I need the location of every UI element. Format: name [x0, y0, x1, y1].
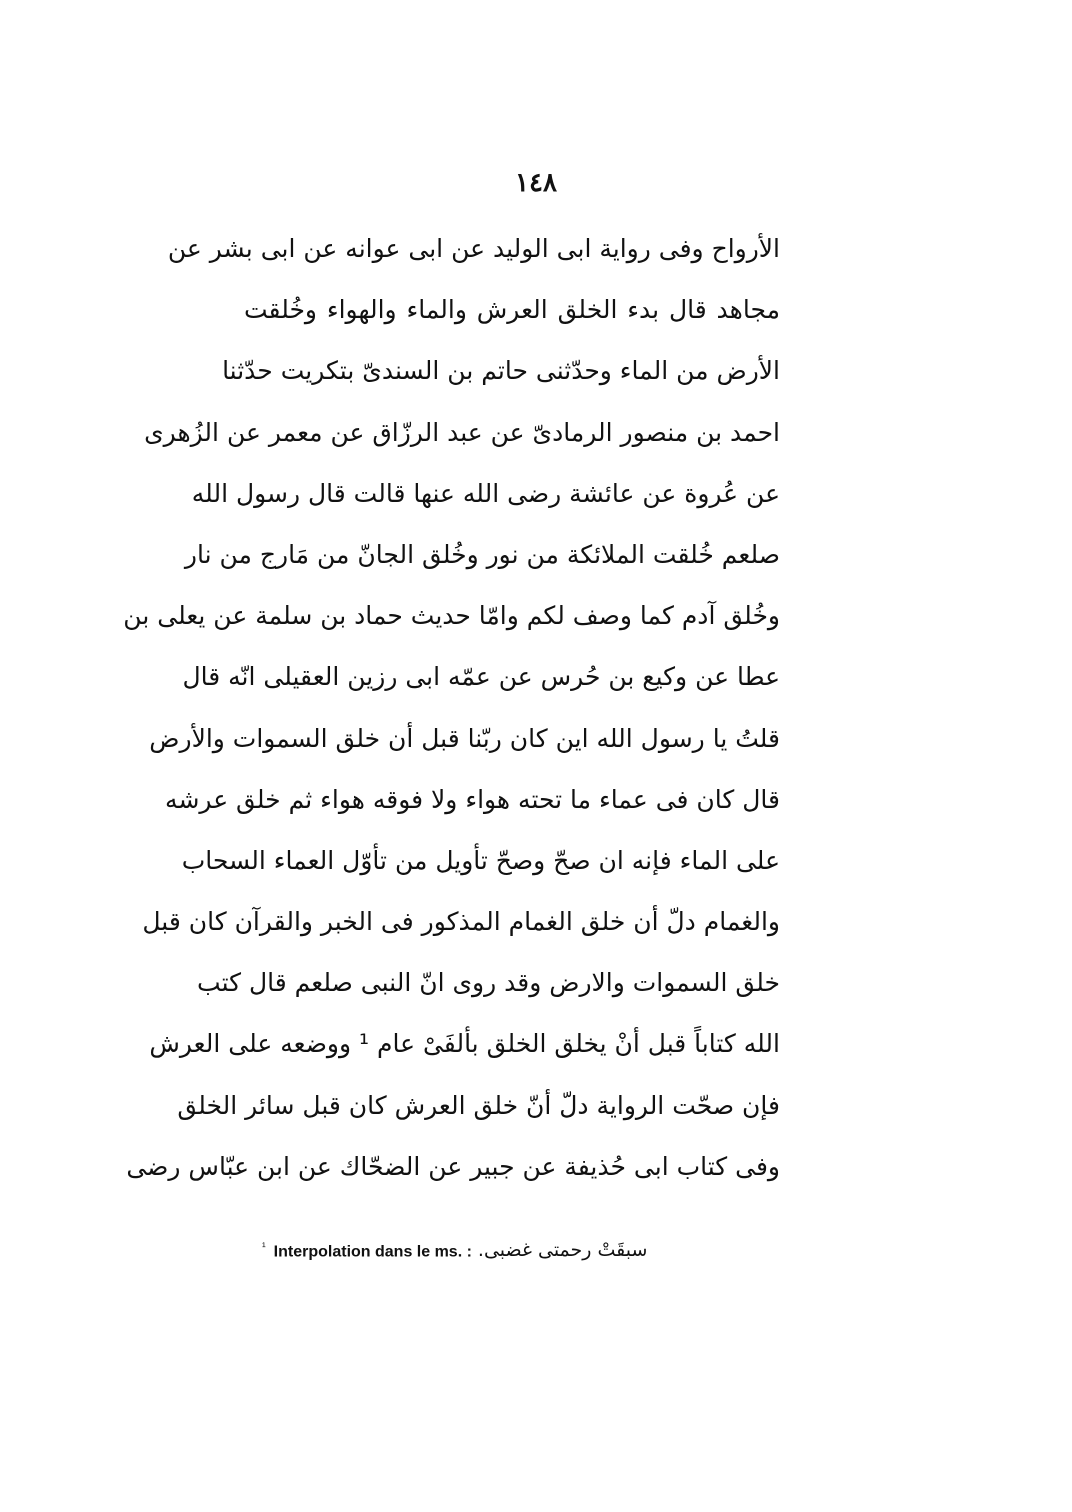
text-line: صلعم خُلقت الملائكة من نور وخُلق الجانّ من مَارج من نار	[184, 539, 780, 569]
footnote-label: Interpolation dans le ms. :	[273, 1243, 472, 1261]
text-line: خلق السموات والارض وقد روى انّ النبى صلعم قال كتب	[197, 968, 780, 998]
footnote-marker: ¹	[262, 1241, 266, 1253]
text-line: مجاهد قال بدء الخلق العرش والماء والهواء وخُلقت	[244, 295, 780, 325]
text-line: الأرواح وفى رواية ابى الوليد عن ابى عوانه عن ابى بشر عن	[167, 234, 780, 263]
text-line: احمد بن منصور الرمادىّ عن عبد الرزّاق عن معمر عن الزُهرى	[144, 417, 780, 447]
text-line: عن عُروة عن عائشة رضى الله عنها قالت قال رسول الله	[191, 478, 780, 508]
text-line: وفى كتاب ابى حُذيفة عن جبير عن الضحّاك عن ابن عبّاس رضى	[126, 1151, 780, 1181]
text-line: قلتُ يا رسول الله اين كان ربّنا قبل أن خلق السموات والأرض	[149, 723, 780, 753]
footnote	[262, 1232, 712, 1262]
text-line: عطا عن وكيع بن حُرس عن عمّه ابى رزين العقيلى انّه قال	[182, 662, 780, 692]
page-number: ١٤٨	[515, 168, 557, 198]
arabic-body-text	[123, 218, 780, 1197]
text-line: قال كان فى عماء ما تحته هواء ولا فوقه هواء ثم خلق عرشه	[165, 784, 780, 814]
text-line: الله كتاباً قبل أنْ يخلق الخلق بألفَىْ عام ¹ ووضعه على العرش	[149, 1029, 780, 1059]
footnote-arabic-text: سبقَتْ رحمتى غضبى.	[477, 1239, 648, 1262]
text-line: فإن صحّت الرواية دلّ أنّ خلق العرش كان قبل سائر الخلق	[177, 1090, 780, 1120]
text-line: وخُلق آدم كما وصف لكم وامّا حديث حماد بن سلمة عن يعلى بن	[123, 601, 780, 631]
text-line: على الماء فإنه ان صحّ وصحّ تأويل من تأوّل العماء السحاب	[181, 845, 780, 875]
text-line: الأرض من الماء وحدّثنى حاتم بن السندىّ بتكريت حدّثنا	[222, 356, 780, 386]
text-line: والغمام دلّ أن خلق الغمام المذكور فى الخبر والقرآن كان قبل	[142, 907, 780, 937]
